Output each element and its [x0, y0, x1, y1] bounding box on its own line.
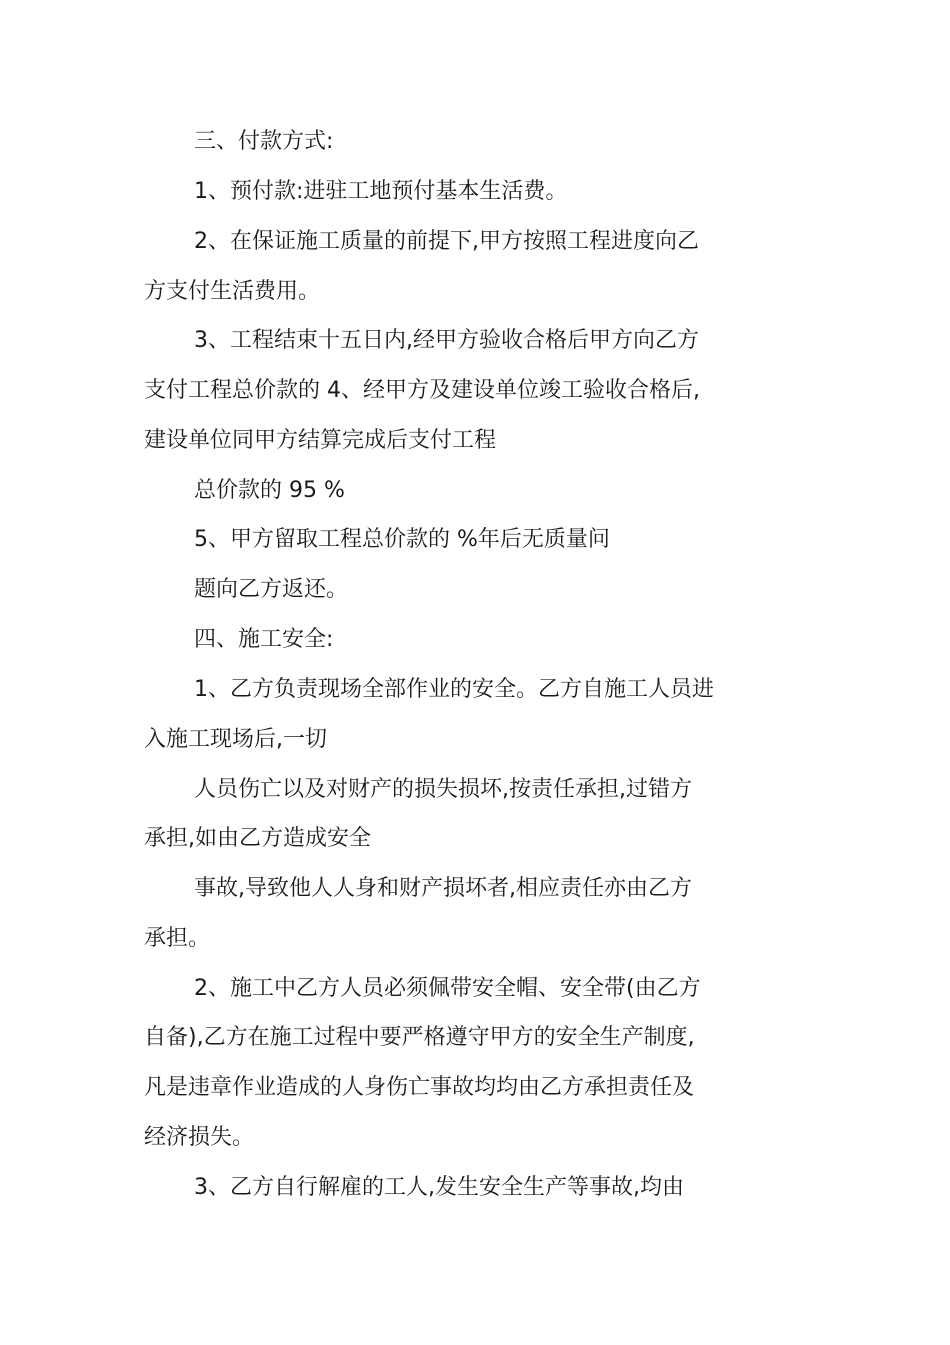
paragraph-line: 建设单位同甲方结算完成后支付工程 — [144, 428, 497, 453]
paragraph-line: 方支付生活费用。 — [144, 279, 321, 304]
paragraph-line: 1、乙方负责现场全部作业的安全。乙方自施工人员进 — [194, 677, 714, 702]
paragraph-line: 总价款的 95 % — [194, 478, 345, 503]
paragraph-line: 自备),乙方在施工过程中要严格遵守甲方的安全生产制度, — [144, 1025, 695, 1050]
paragraph-line: 事故,导致他人人身和财产损坏者,相应责任亦由乙方 — [194, 876, 692, 901]
paragraph-line: 承担,如由乙方造成安全 — [144, 826, 371, 851]
section-heading-safety: 四、施工安全: — [194, 627, 334, 652]
paragraph-line: 支付工程总价款的 4、经甲方及建设单位竣工验收合格后, — [144, 378, 700, 403]
paragraph-line: 2、在保证施工质量的前提下,甲方按照工程进度向乙 — [194, 229, 699, 254]
paragraph-line: 5、甲方留取工程总价款的 %年后无质量问 — [194, 527, 610, 552]
paragraph-line: 3、工程结束十五日内,经甲方验收合格后甲方向乙方 — [194, 328, 699, 353]
paragraph-line: 人员伤亡以及对财产的损失损坏,按责任承担,过错方 — [194, 777, 692, 802]
paragraph-line: 3、乙方自行解雇的工人,发生安全生产等事故,均由 — [194, 1175, 684, 1200]
section-heading-payment: 三、付款方式: — [194, 129, 334, 154]
paragraph-line: 凡是违章作业造成的人身伤亡事故均均由乙方承担责任及 — [144, 1075, 695, 1100]
paragraph-line: 经济损失。 — [144, 1125, 255, 1150]
paragraph-line: 题向乙方返还。 — [194, 577, 349, 602]
paragraph-line: 承担。 — [144, 926, 211, 951]
paragraph-line: 1、预付款:进驻工地预付基本生活费。 — [194, 179, 568, 204]
paragraph-line: 入施工现场后,一切 — [144, 727, 327, 752]
paragraph-line: 2、施工中乙方人员必须佩带安全帽、安全带(由乙方 — [194, 976, 701, 1001]
